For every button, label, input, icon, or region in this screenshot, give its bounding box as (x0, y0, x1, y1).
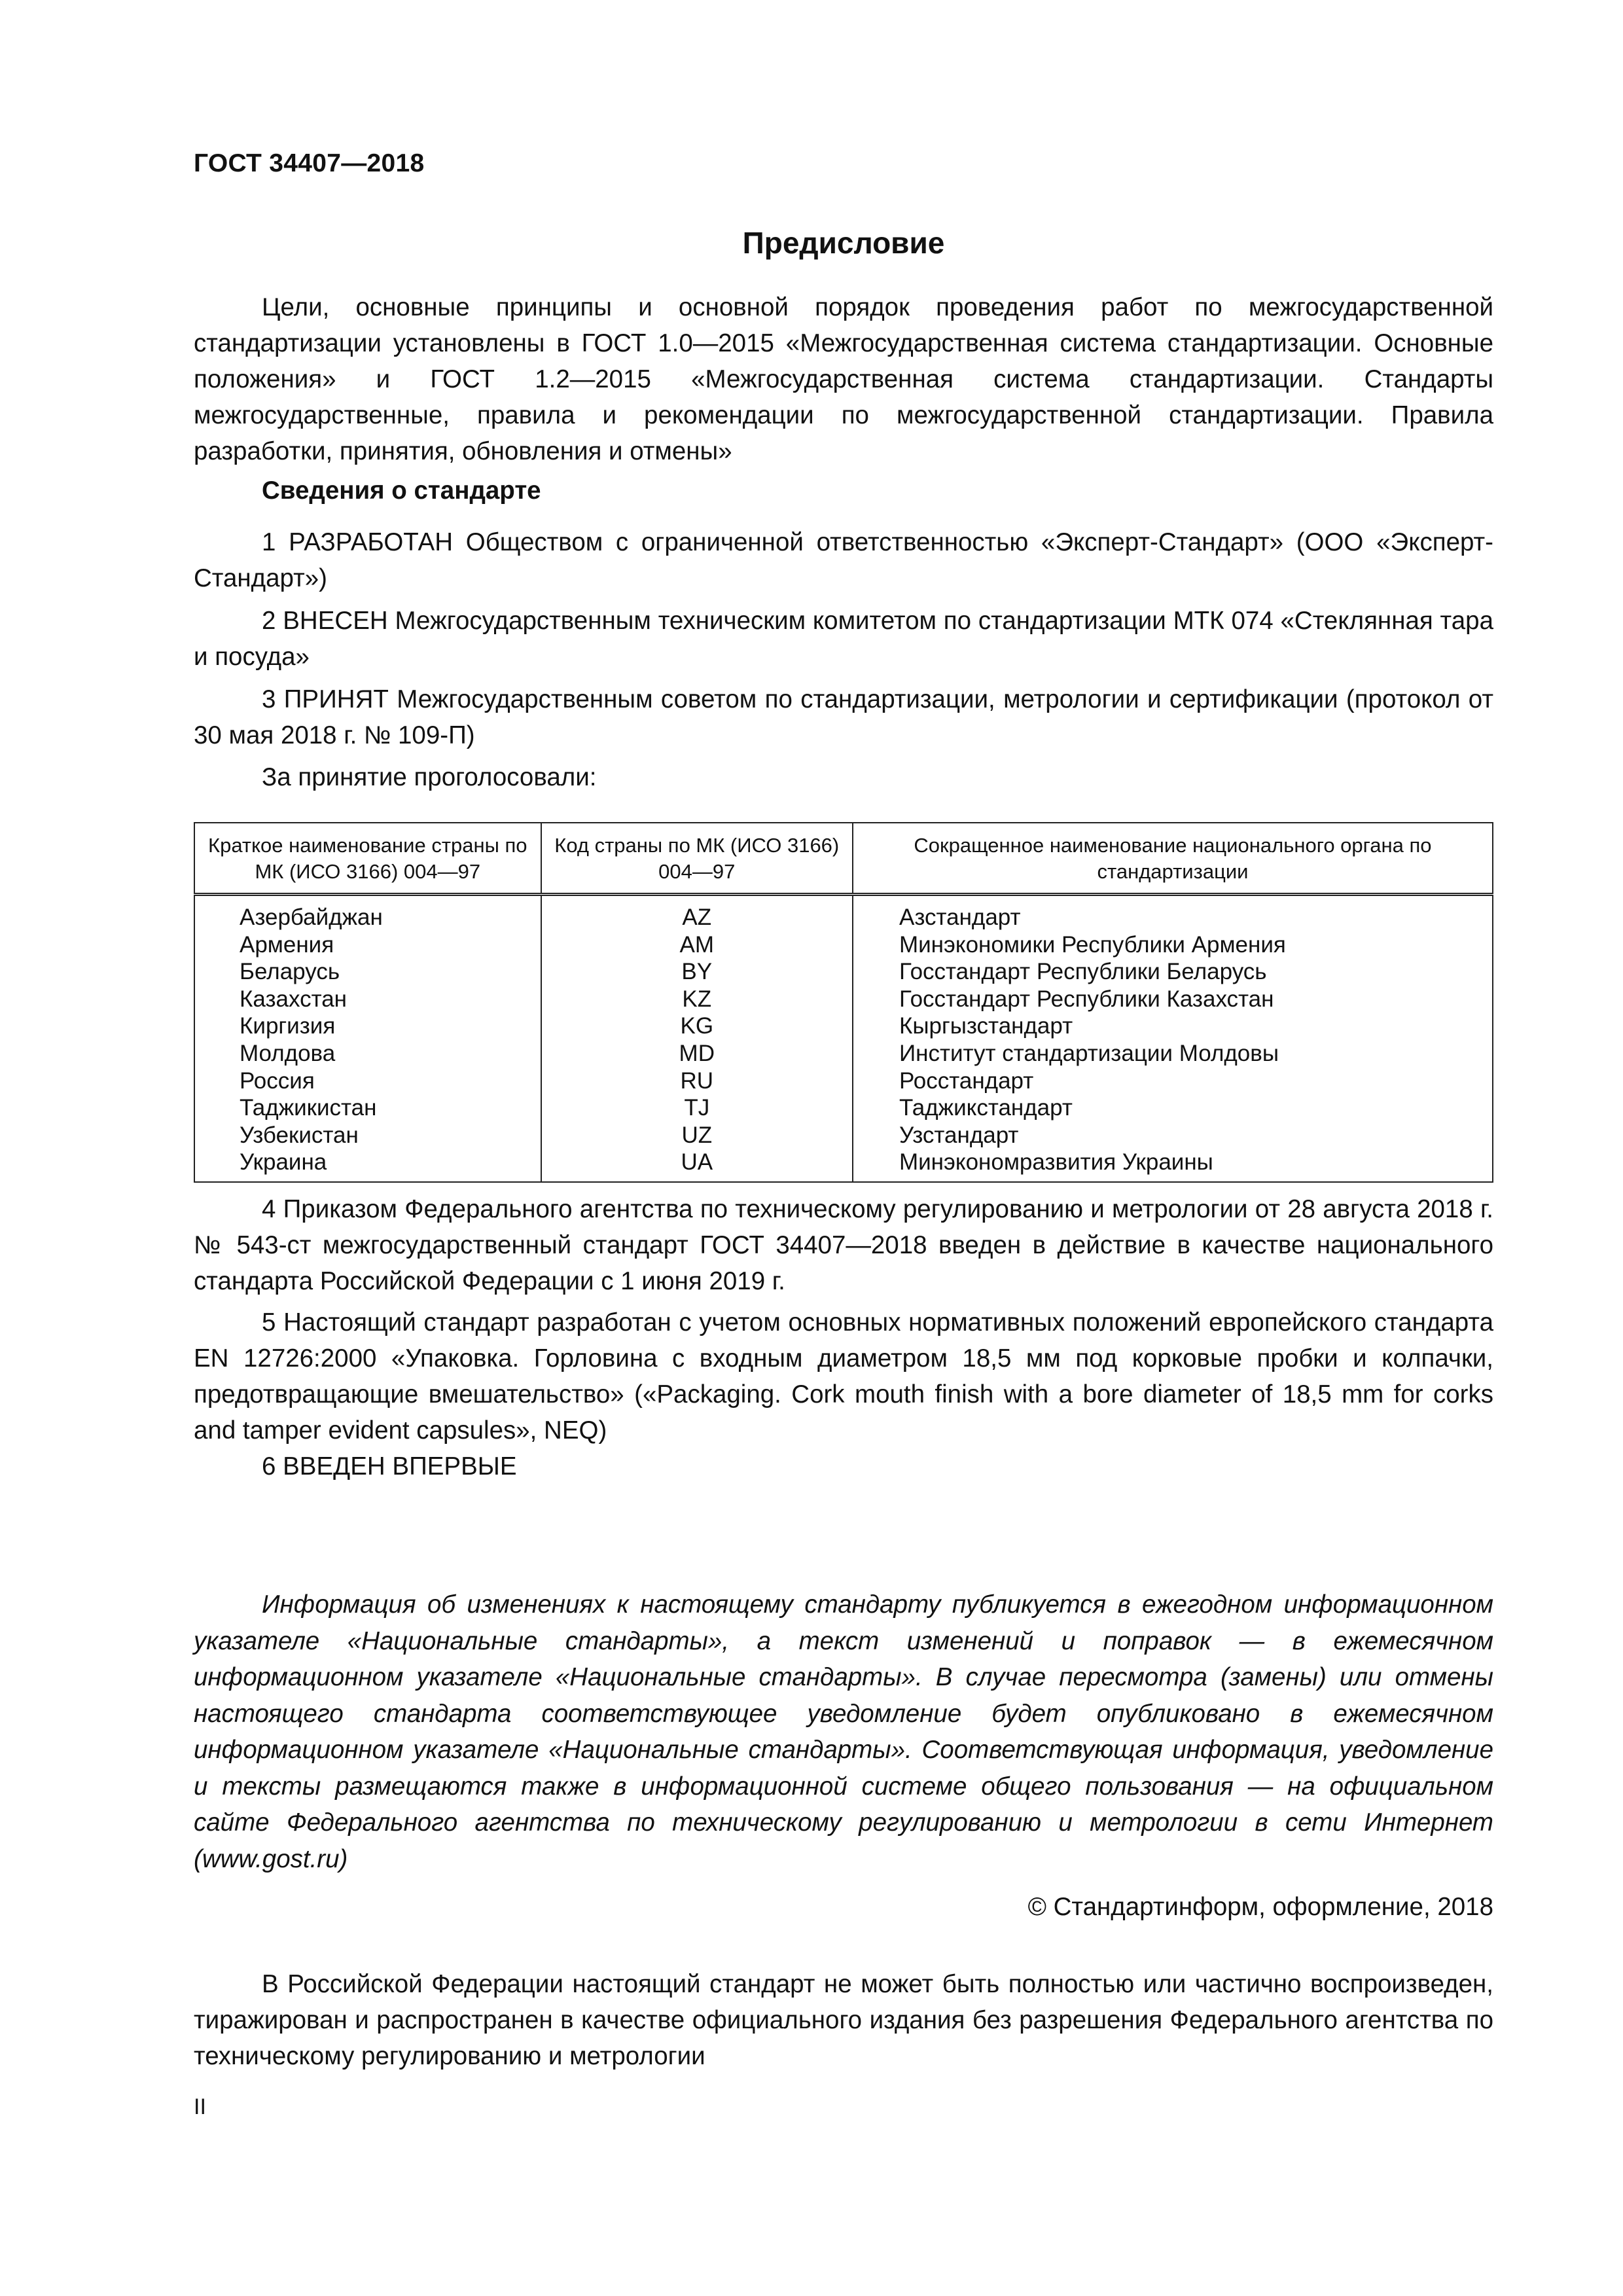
rights-notice: В Российской Федерации настоящий стандарт не может быть полностью или частично воспроизведен, тиражирован и распространен в качестве официального издания без разрешения Федерального агентства по техническому регулированию и метрологии (194, 1970, 1493, 2070)
country-code: BY (681, 959, 713, 985)
page-number: II (194, 2094, 206, 2119)
standard-code: ГОСТ 34407—2018 (194, 149, 425, 177)
standards-body: Таджикстандарт (899, 1095, 1073, 1121)
header-code: Код страны по МК (ИСО 3166) 004—97 (541, 823, 853, 895)
standards-body: Минэкономики Республики Армения (899, 931, 1286, 958)
item-3-adopted: 3 ПРИНЯТ Межгосударственным советом по стандартизации, метрологии и сертификации (протокол от 30 мая 2018 г. № 109-П) (194, 685, 1493, 749)
copyright-line: © Стандартинформ, оформление, 2018 (1027, 1893, 1493, 1921)
country-code: KG (680, 1013, 714, 1039)
country-code: TJ (684, 1095, 710, 1121)
item-2-introduced: 2 ВНЕСЕН Межгосударственным техническим комитетом по стандартизации МТК 074 «Стеклянная тара и посуда» (194, 607, 1493, 671)
changes-notice: Информация об изменениях к настоящему стандарту публикуется в ежегодном информационном указателе «Национальные стандарты», а текст изменений и поправок — в ежемесячном информационном указателе «Национальные стандарты». В случае пересмотра (замены) или отмены настоящего стандарта соответствующее уведомление будет опубликовано в ежемесячном информационном указателе «Национальные стандарты». Соответствующая информация, уведомление и тексты размещаются также в информационной системе общего пользования — на официальном сайте Федерального агентства по техническому регулированию и метрологии в сети Интернет (www.gost.ru) (194, 1590, 1493, 1873)
country-name: Украина (240, 1149, 327, 1175)
country-code: UZ (681, 1122, 713, 1148)
country-code: AZ (682, 905, 712, 930)
header-country: Краткое наименование страны по МК (ИСО 3166) 004—97 (194, 823, 541, 895)
item-6-first-introduced: 6 ВВЕДЕН ВПЕРВЫЕ (262, 1452, 517, 1480)
country-code: UA (681, 1149, 713, 1175)
item-5-basis: 5 Настоящий стандарт разработан с учетом основных нормативных положений европейского стандарта EN 12726:2000 «Упаковка. Горловина с входным диаметром 18,5 мм под корковые пробки и колпачки, предотвращающие вмешательство» («Packaging. Cork mouth finish with a bore diameter of 18,5 mm for corks and tamper evident capsules», NEQ) (194, 1308, 1493, 1444)
code-column (541, 895, 853, 1182)
country-code: MD (679, 1040, 715, 1066)
body-column (853, 895, 1493, 1182)
standards-body: Азстандарт (899, 905, 1021, 930)
item-1-developed: 1 РАЗРАБОТАН Обществом с ограниченной ответственностью «Эксперт-Стандарт» (ООО «Эксперт-Стандарт») (194, 528, 1493, 592)
country-name: Казахстан (240, 986, 348, 1012)
standards-body: Госстандарт Республики Беларусь (899, 959, 1267, 985)
country-name: Азербайджан (240, 905, 383, 930)
country-name: Таджикистан (240, 1095, 377, 1121)
item-4-order: 4 Приказом Федерального агентства по техническому регулированию и метрологии от 28 августа 2018 г. № 543-ст межгосударственный стандарт ГОСТ 34407—2018 введен в действие в качестве национального стандарта Российской Федерации с 1 июня 2019 г. (194, 1195, 1493, 1295)
standards-body: Узстандарт (899, 1122, 1019, 1148)
header-body: Сокращенное наименование национального органа по стандартизации (853, 823, 1493, 895)
country-name: Киргизия (240, 1013, 336, 1039)
standards-body: Госстандарт Республики Казахстан (899, 986, 1274, 1012)
standards-body: Институт стандартизации Молдовы (899, 1040, 1279, 1066)
country-name: Узбекистан (240, 1122, 359, 1148)
standards-body: Росстандарт (899, 1067, 1034, 1094)
intro-paragraph: Цели, основные принципы и основной порядок проведения работ по межгосударственной стандартизации установлены в ГОСТ 1.0—2015 «Межгосударственная система стандартизации. Основные положения» и ГОСТ 1.2—2015 «Межгосударственная система стандартизации. Стандарты межгосударственные, правила и рекомендации по межгосударственной стандартизации. Правила разработки, принятия, обновления и отмены» (194, 293, 1493, 465)
country-name: Молдова (240, 1040, 336, 1066)
page-title: Предисловие (742, 226, 945, 260)
standards-body: Минэкономразвития Украины (899, 1149, 1213, 1175)
voted-label: За принятие проголосовали: (262, 763, 597, 791)
country-name: Россия (240, 1067, 315, 1094)
country-code: KZ (682, 986, 712, 1012)
standards-body: Кыргызстандарт (899, 1013, 1073, 1039)
info-heading: Сведения о стандарте (262, 476, 541, 505)
country-column (194, 895, 541, 1182)
country-name: Армения (240, 931, 334, 958)
country-code: RU (680, 1067, 714, 1094)
country-name: Беларусь (240, 959, 340, 985)
country-code: AM (679, 931, 715, 958)
voting-countries-table (194, 822, 1493, 1183)
